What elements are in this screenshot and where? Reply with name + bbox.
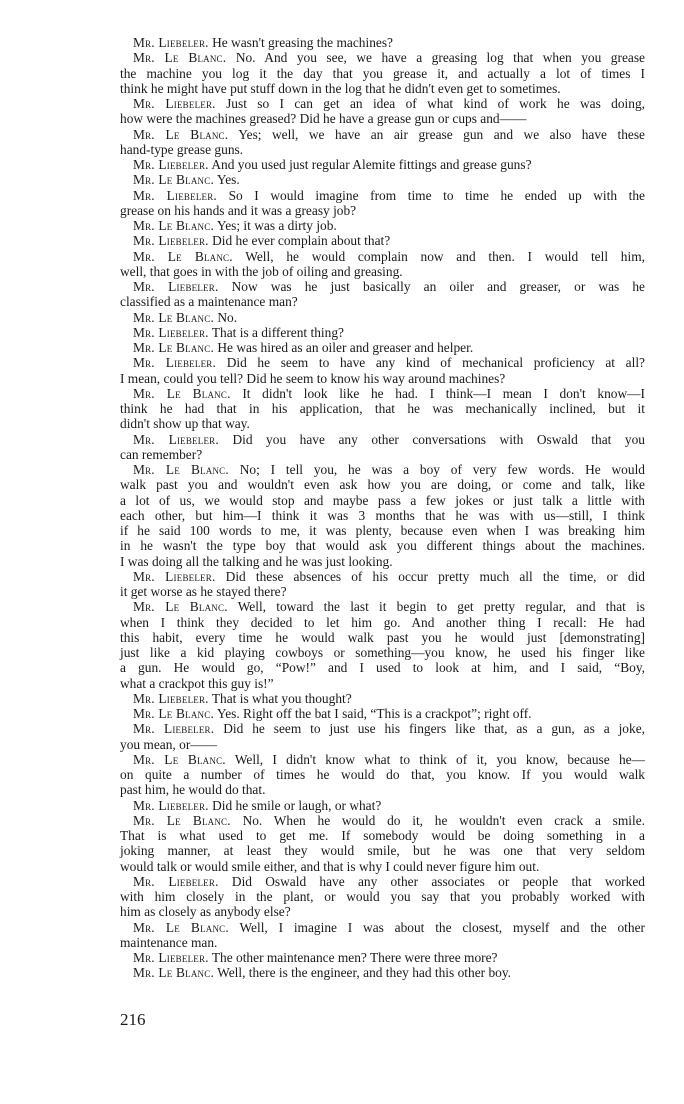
text-line [120, 874, 645, 889]
text-line [120, 111, 645, 126]
testimony-paragraph [120, 50, 645, 96]
text-line [120, 889, 645, 904]
line-text: The other maintenance men? There were three more? [211, 950, 498, 965]
text-line [120, 737, 645, 752]
line-text: the machine you log it the day that you grease it, and actually a lot of times I [120, 65, 645, 81]
text-line [120, 691, 645, 706]
speaker-name: Mr. Le Blanc. [133, 751, 226, 767]
testimony-paragraph [120, 432, 645, 463]
line-text: I mean, could you tell? Did he seem to know his way around machines? [120, 370, 506, 386]
speaker-name: Mr. Liebeler. [133, 568, 216, 584]
testimony-paragraph [120, 355, 645, 386]
testimony-paragraph [120, 218, 645, 233]
text-line [120, 157, 645, 172]
line-text: this habit, every time he would walk past you he would just [demonstrating] [120, 629, 645, 645]
text-line [120, 523, 645, 538]
line-text: if he said 100 words to me, it was plenty, because even when I was breaking him [120, 523, 645, 538]
text-line [120, 249, 645, 264]
text-line [120, 782, 645, 797]
line-text: Well, there is the engineer, and they had this other boy. [217, 965, 512, 981]
text-line [120, 172, 645, 187]
line-text: Yes; it was a dirty job. [216, 218, 337, 233]
line-text: No; I tell you, he was a boy of very few words. He would [239, 462, 645, 477]
text-line [120, 432, 645, 447]
speaker-name: Mr. Le Blanc. [133, 218, 215, 233]
text-line [120, 813, 645, 828]
testimony-paragraph [120, 462, 645, 569]
line-text: when I think they decided to let him go. And another thing I recall: He had [120, 614, 645, 630]
line-text: a gun. He would go, “Pow!” and I used to look at him, and I said, “Boy, [120, 660, 645, 676]
text-line [120, 142, 645, 157]
text-line [120, 81, 645, 96]
testimony-paragraph [120, 813, 645, 874]
line-text: He wasn't greasing the machines? [212, 35, 393, 50]
line-text: Did he ever complain about that? [212, 233, 391, 249]
testimony-paragraph [120, 752, 645, 798]
speaker-name: Mr. Le Blanc. [133, 965, 215, 981]
line-text: It didn't look like he had. I think—I mean I don't know—I [242, 385, 645, 401]
line-text: grease on his hands and it was a greasy job? [120, 202, 357, 218]
line-text: No. [217, 309, 238, 325]
line-text: Well, I didn't know what to think of it, you know, because he— [234, 751, 645, 767]
testimony-paragraph [120, 35, 645, 50]
line-text: Did he seem to just use his fingers like that, as a gun, as a joke, [223, 721, 645, 737]
line-text: a lot of us, we would stop and maybe pass a few jokes or just talk a little with [120, 492, 645, 508]
testimony-paragraph [120, 920, 645, 951]
line-text: He was hired as an oiler and greaser and helper. [217, 340, 474, 355]
line-text: just like a kid playing cowboys or something—you know, he used his finger like [120, 645, 645, 660]
line-text: what a crackpot this guy is!” [120, 675, 274, 691]
line-text: think he might have put stuff down in the log that he didn't even get to sometimes. [120, 80, 561, 96]
line-text: Yes. Right off the bat I said, “This is a crackpot”; right off. [216, 706, 532, 721]
text-line [120, 920, 645, 935]
speaker-name: Mr. Liebeler. [133, 950, 209, 965]
speaker-name: Mr. Le Blanc. [133, 919, 229, 935]
text-line [120, 493, 645, 508]
line-text: didn't show up that way. [120, 416, 250, 432]
text-line [120, 66, 645, 81]
text-line [120, 965, 645, 980]
testimony-paragraph [120, 127, 645, 158]
line-text: you mean, or—— [120, 736, 218, 752]
testimony-paragraph [120, 157, 645, 172]
line-text: That is a different thing? [211, 324, 344, 340]
speaker-name: Mr. Liebeler. [133, 431, 219, 447]
text-line [120, 127, 645, 142]
line-text: Did he seem to have any kind of mechanical proficiency at all? [226, 355, 645, 371]
speaker-name: Mr. Liebeler. [133, 187, 217, 203]
testimony-paragraph [120, 325, 645, 340]
text-line [120, 371, 645, 386]
speaker-name: Mr. Liebeler. [133, 873, 219, 889]
text-line [120, 950, 645, 965]
speaker-name: Mr. Le Blanc. [133, 50, 227, 66]
text-line [120, 554, 645, 569]
line-text: And you used just regular Alemite fittings and grease guns? [211, 157, 532, 172]
line-text: Did he smile or laugh, or what? [212, 797, 382, 813]
line-text: Did these absences of his occur pretty much all the time, or did [225, 568, 646, 584]
text-line [120, 188, 645, 203]
testimony-paragraph [120, 310, 645, 325]
speaker-name: Mr. Le Blanc. [133, 309, 215, 325]
line-text: each other, but him—I think it was 3 months that he was with us—still, I think [120, 507, 645, 523]
testimony-paragraph [120, 233, 645, 248]
speaker-name: Mr. Liebeler. [133, 797, 209, 813]
testimony-text [120, 35, 645, 981]
testimony-paragraph [120, 386, 645, 432]
text-line [120, 904, 645, 919]
speaker-name: Mr. Le Blanc. [133, 385, 231, 401]
text-line [120, 355, 645, 370]
text-line [120, 660, 645, 675]
speaker-name: Mr. Le Blanc. [133, 462, 229, 477]
line-text: That is what used to get me. If somebody would be doing something in a [120, 828, 645, 843]
line-text: classified as a maintenance man? [120, 294, 298, 310]
speaker-name: Mr. Liebeler. [133, 233, 209, 249]
speaker-name: Mr. Liebeler. [133, 35, 209, 50]
line-text: can remember? [120, 446, 203, 462]
line-text: So I would imagine from time to time he ended up with the [228, 187, 645, 203]
text-line [120, 50, 645, 65]
speaker-name: Mr. Liebeler. [133, 279, 219, 294]
text-line [120, 264, 645, 279]
text-line [120, 859, 645, 874]
line-text: Yes; well, we have an air grease gun and we also have these [238, 126, 645, 142]
text-line [120, 569, 645, 584]
line-text: No. And you see, we have a greasing log that when you grease [235, 50, 645, 66]
speaker-name: Mr. Le Blanc. [133, 248, 233, 264]
speaker-name: Mr. Liebeler. [133, 157, 209, 172]
testimony-paragraph [120, 874, 645, 920]
text-line [120, 752, 645, 767]
speaker-name: Mr. Liebeler. [133, 355, 217, 371]
text-line [120, 645, 645, 660]
testimony-paragraph [120, 721, 645, 752]
line-text: Did you have any other conversations with Oswald that you [232, 431, 645, 447]
text-line [120, 538, 645, 553]
line-text: maintenance man. [120, 934, 218, 950]
line-text: hand-type grease guns. [120, 141, 244, 157]
line-text: would talk or would smile either, and that is why I could never figure him out. [120, 858, 540, 874]
text-line [120, 386, 645, 401]
text-line [120, 203, 645, 218]
line-text: Just so I can get an idea of what kind of work he was doing, [226, 96, 645, 111]
speaker-name: Mr. Liebeler. [133, 96, 216, 111]
text-line [120, 279, 645, 294]
text-line [120, 706, 645, 721]
speaker-name: Mr. Liebeler. [133, 324, 209, 340]
text-line [120, 340, 645, 355]
text-line [120, 721, 645, 736]
testimony-paragraph [120, 706, 645, 721]
line-text: in he wasn't the type boy that would ask you different things about the machines. [120, 538, 645, 554]
text-line [120, 599, 645, 614]
line-text: I was doing all the talking and he was just looking. [120, 553, 393, 569]
line-text: well, that goes in with the job of oiling and greasing. [120, 263, 403, 279]
line-text: on quite a number of times he would do that, you know. If you would walk [120, 767, 645, 782]
line-text: Yes. [216, 172, 240, 188]
page-number: 216 [120, 1010, 146, 1029]
text-line [120, 477, 645, 492]
line-text: with him closely in the plant, or would you say that you probably worked with [120, 889, 645, 904]
text-line [120, 447, 645, 462]
text-line [120, 96, 645, 111]
testimony-paragraph [120, 599, 645, 691]
line-text: That is what you thought? [211, 690, 352, 706]
text-line [120, 462, 645, 477]
line-text: Now was he just basically an oiler and greaser, or was he [231, 279, 645, 294]
line-text: Did Oswald have any other associates or people that worked [231, 873, 645, 889]
line-text: walk past you and wouldn't even ask how you are doing, or come and talk, like [120, 477, 645, 493]
testimony-paragraph [120, 172, 645, 187]
text-line [120, 767, 645, 782]
testimony-paragraph [120, 340, 645, 355]
testimony-paragraph [120, 798, 645, 813]
speaker-name: Mr. Liebeler. [133, 721, 215, 737]
testimony-paragraph [120, 188, 645, 219]
line-text: think he had that in his application, that he was mechanically inclined, but it [120, 401, 645, 416]
testimony-paragraph [120, 569, 645, 600]
line-text: it get worse as he stayed there? [120, 584, 287, 599]
line-text: past him, he would do that. [120, 782, 266, 798]
text-line [120, 401, 645, 416]
text-line [120, 294, 645, 309]
speaker-name: Mr. Le Blanc. [133, 172, 215, 188]
text-line [120, 35, 645, 50]
text-line [120, 676, 645, 691]
text-line [120, 416, 645, 431]
speaker-name: Mr. Le Blanc. [133, 340, 215, 355]
testimony-paragraph [120, 691, 645, 706]
testimony-paragraph [120, 96, 645, 127]
text-line [120, 584, 645, 599]
speaker-name: Mr. Le Blanc. [133, 812, 231, 828]
text-line [120, 630, 645, 645]
testimony-paragraph [120, 279, 645, 310]
speaker-name: Mr. Le Blanc. [133, 706, 215, 721]
testimony-paragraph [120, 950, 645, 965]
testimony-paragraph [120, 965, 645, 980]
line-text: Well, I imagine I was about the closest, myself and the other [239, 919, 645, 935]
text-line [120, 508, 645, 523]
text-line [120, 798, 645, 813]
speaker-name: Mr. Le Blanc. [133, 599, 228, 615]
text-line [120, 935, 645, 950]
line-text: Well, he would complain now and then. I would tell him, [245, 248, 645, 264]
line-text: No. When he would do it, he wouldn't even crack a smile. [242, 812, 645, 828]
line-text: how were the machines greased? Did he have a grease gun or cups and—— [120, 111, 527, 127]
text-line [120, 218, 645, 233]
testimony-paragraph [120, 249, 645, 280]
speaker-name: Mr. Le Blanc. [133, 126, 229, 142]
line-text: him as closely as anybody else? [120, 904, 291, 920]
text-line [120, 233, 645, 248]
text-line [120, 615, 645, 630]
text-line [120, 325, 645, 340]
text-line [120, 828, 645, 843]
speaker-name: Mr. Liebeler. [133, 690, 209, 706]
text-line [120, 843, 645, 858]
text-line [120, 310, 645, 325]
line-text: joking manner, at least they would smile, but he was one that very seldom [120, 843, 645, 859]
line-text: Well, toward the last it begin to get pretty regular, and that is [237, 599, 646, 615]
